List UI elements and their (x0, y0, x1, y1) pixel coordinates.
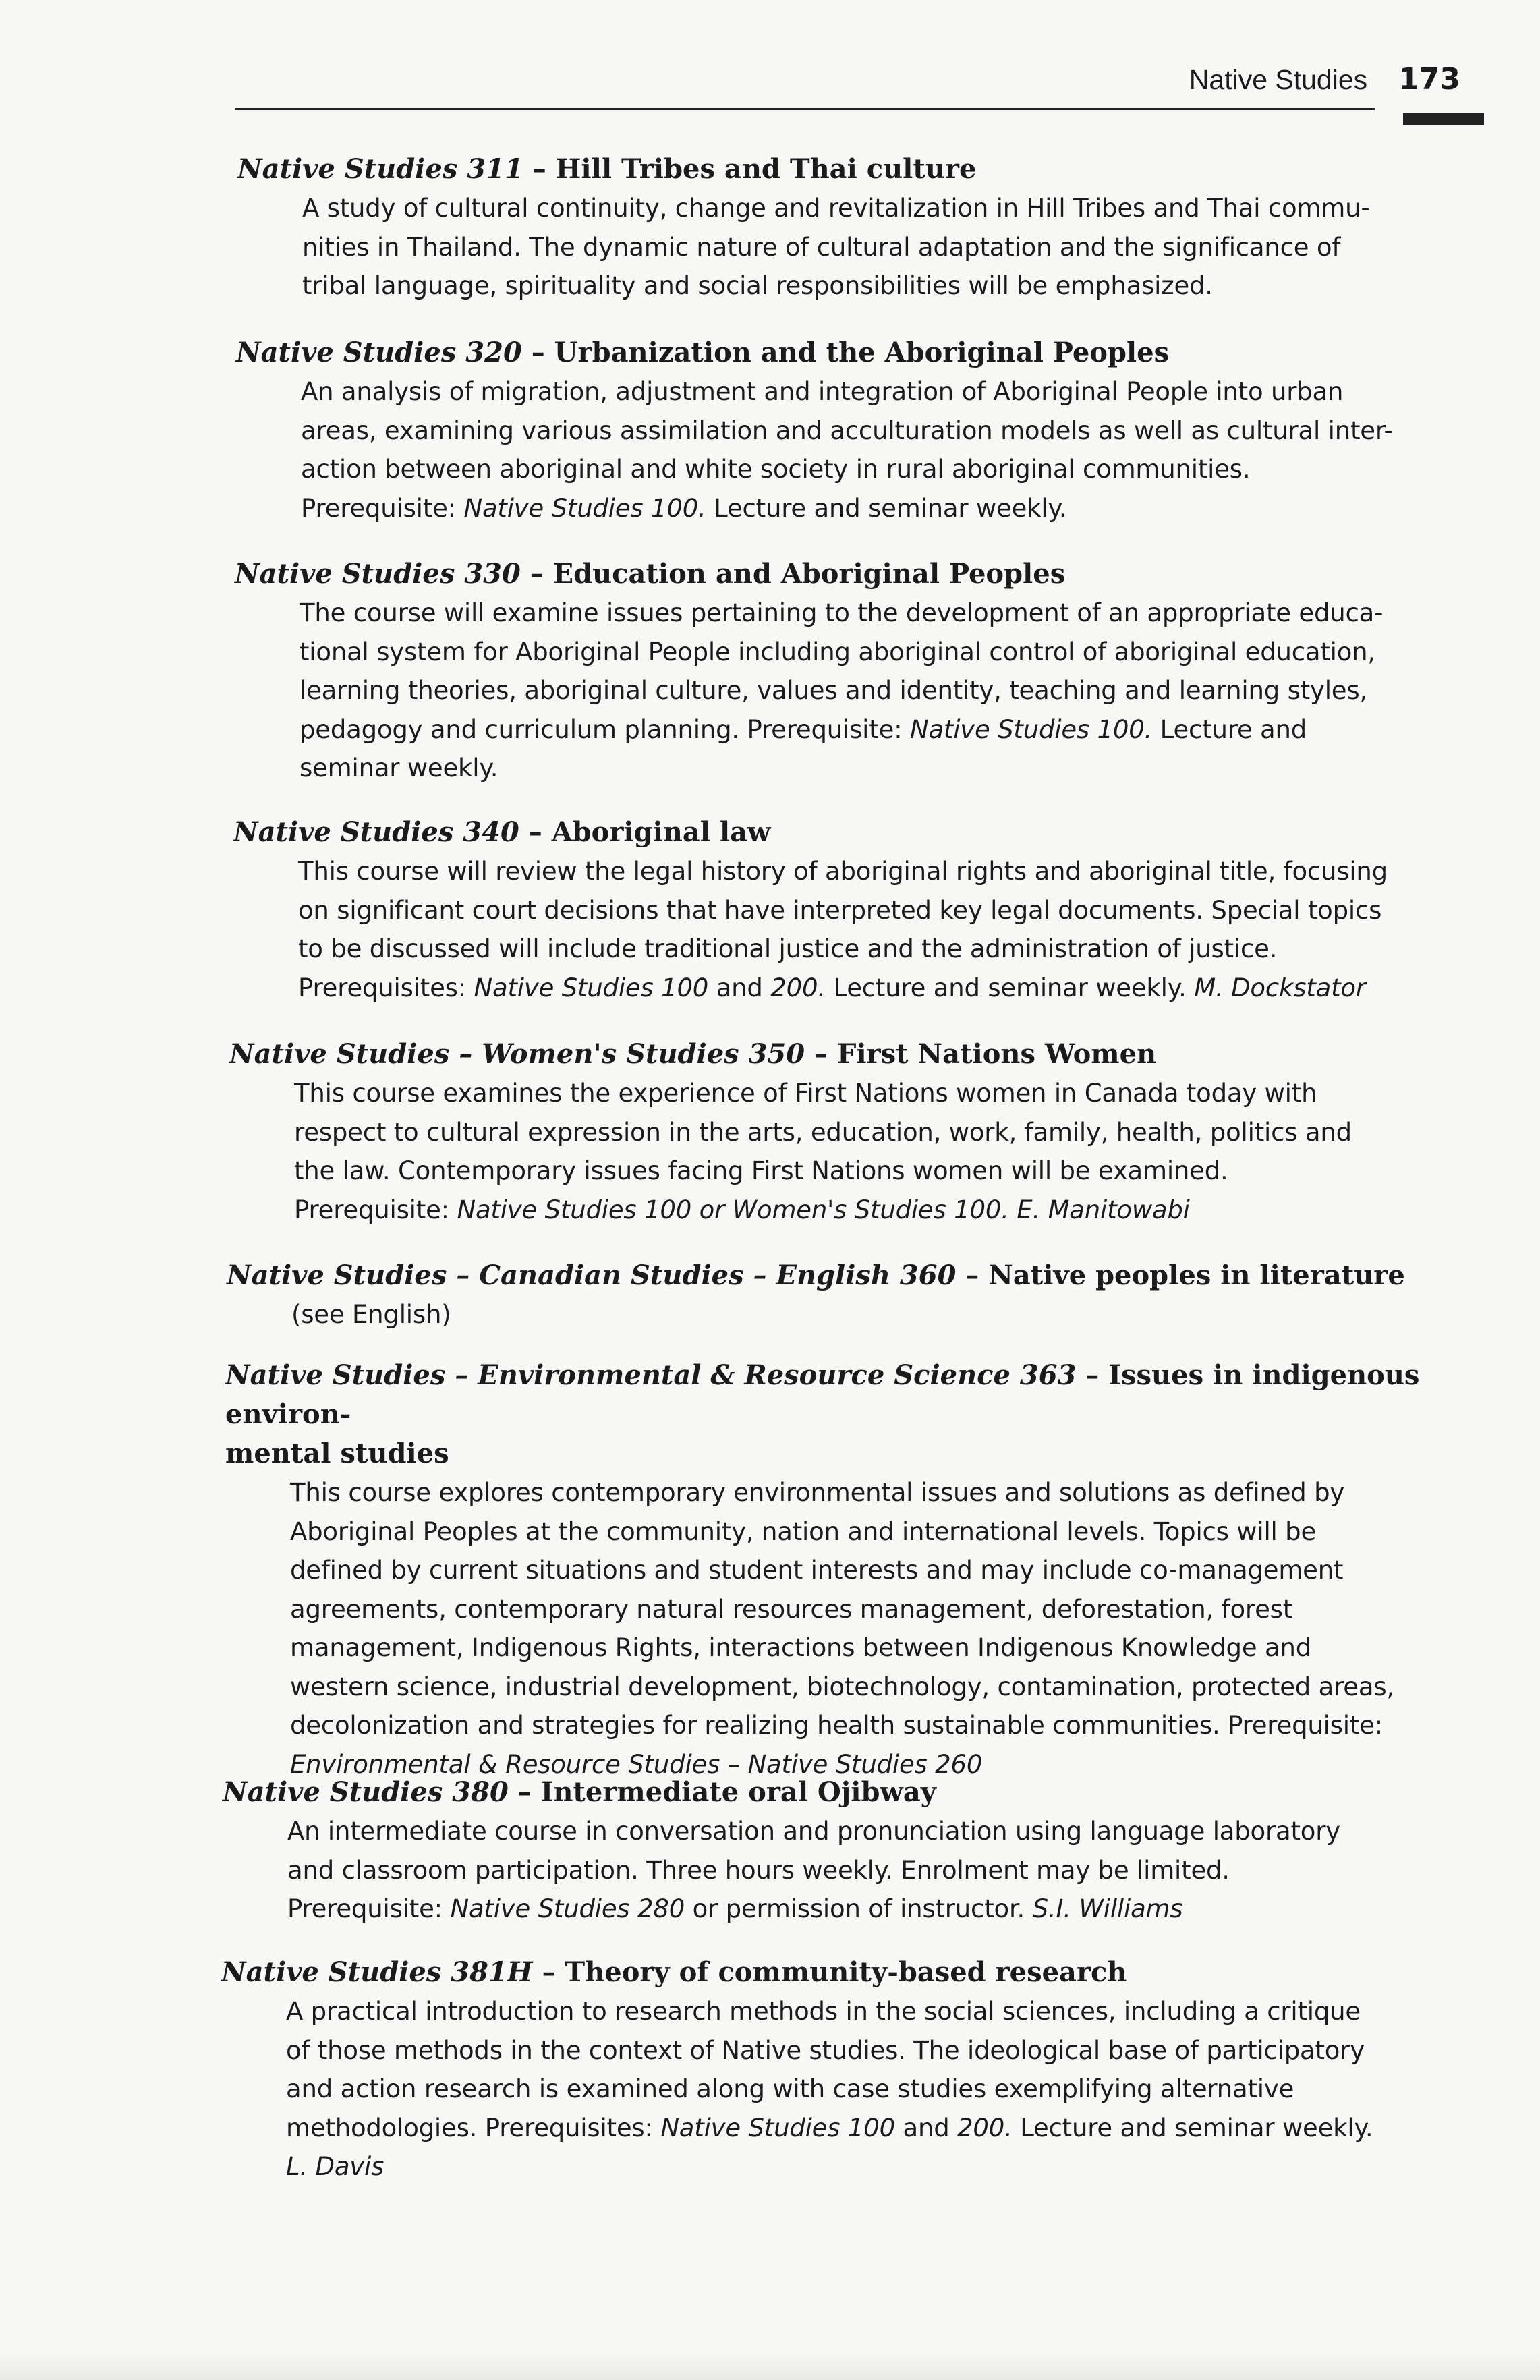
course-title (229, 1035, 1352, 1074)
course-description: An analysis of migration, adjustment and integration of Aboriginal People into urban areas, examining various assimilation and acculturation models as well as cultural inter- action between aboriginal and white society in rural aboriginal communities. Prerequisite: Native Studies 100. Lecture and seminar weekly. (301, 377, 1393, 523)
section-name: Native Studies (1189, 64, 1368, 95)
course-title (235, 555, 1383, 594)
course-entry (223, 1773, 1340, 1929)
course-description: The course will examine issues pertaining to the development of an appropriate educa- tional system for Aboriginal People including aboriginal control of aboriginal education, learning theories, aboriginal culture, values and identity, teaching and learning styles, pedagogy and curriculum planning. Prerequisite: Native Studies 100. Lecture and seminar weekly. (300, 598, 1384, 783)
course-title (221, 1953, 1373, 1992)
course-description: An intermediate course in conversation and pronunciation using language laboratory and classroom participation. Three hours weekly. Enrolment may be limited. Prerequisite: Native Studies 280 or permission of instructor. S.I. Williams (287, 1817, 1340, 1923)
course-entry (236, 333, 1393, 528)
instructor-name: L. Davis (286, 2152, 384, 2181)
course-code: Native Studies 320 (236, 337, 522, 368)
course-title (237, 150, 1370, 189)
course-description: A study of cultural continuity, change and revitalization in Hill Tribes and Thai commu- nities in Thailand. The dynamic nature of cultural adaptation and the significance of tribal language, spirituality and social responsibilities will be emphasized. (302, 194, 1370, 300)
course-entry (229, 1035, 1352, 1229)
course-description: A practical introduction to research methods in the social sciences, including a critique of those methods in the context of Native studies. The ideological base of participatory and action research is examined along with case studies exemplifying alternative methodologies. Prerequisites: Native Studies 100 and 200. Lecture and seminar weekly. L. Davis (286, 1992, 1373, 2186)
course-name: Issues in indigenous environ- (225, 1359, 1420, 1430)
page-edge-shadow (0, 2353, 1540, 2380)
course-entry (233, 813, 1388, 1007)
course-entry (237, 150, 1370, 306)
course-code: Native Studies – Women's Studies 350 (229, 1038, 805, 1070)
title-separator: – (521, 337, 554, 368)
course-description: This course will review the legal history of aboriginal rights and aboriginal title, focusing on significant court decisions that have interpreted key legal documents. Special topics to be discussed will include traditional justice and the administration of justice. Prerequisites: Native Studies 100 and 200. Lecture and seminar weekly. M. Dockstator (298, 857, 1388, 1002)
course-code: Native Studies – Environmental & Resource Science 363 (225, 1359, 1077, 1391)
course-code: Native Studies 311 (237, 153, 523, 185)
course-code: Native Studies 381H (221, 1956, 533, 1988)
course-name: Education and Aboriginal Peoples (552, 558, 1066, 590)
course-name: Hill Tribes and Thai culture (555, 153, 977, 185)
course-description: This course examines the experience of First Nations women in Canada today with respect to cultural expression in the arts, education, work, family, health, politics and the law. Contemporary issues facing First Nations women will be examined. Prerequisite: Native Studies 100 or Women's Studies 100. E. Manitowabi (294, 1079, 1352, 1224)
course-code: Native Studies 340 (233, 816, 519, 848)
course-title (227, 1256, 1405, 1295)
title-separator: – (519, 816, 552, 848)
course-entry (227, 1256, 1405, 1334)
course-name: Theory of community-based research (565, 1956, 1127, 1988)
title-separator: – (523, 153, 556, 185)
course-entry (221, 1953, 1373, 2186)
course-name: Native peoples in literature (988, 1259, 1405, 1291)
title-separator: – (805, 1038, 837, 1070)
page-number: 173 (1398, 62, 1460, 96)
running-header (1189, 62, 1460, 96)
course-code: Native Studies 380 (223, 1776, 509, 1808)
course-title (233, 813, 1388, 852)
course-title (223, 1773, 1340, 1812)
course-description: This course explores contemporary environmental issues and solutions as defined by Aboriginal Peoples at the community, nation and international levels. Topics will be defined by current situations and student interests and may include co-management agreements, contemporary natural resources management, deforestation, forest management, Indigenous Rights, interactions between Indigenous Knowledge and western science, industrial development, biotechnology, contamination, protected areas, decolonization and strategies for realizing health sustainable communities. Prerequisite: Environmental & Resource Studies – Native Studies 260 (290, 1478, 1394, 1779)
instructor-name: M. Dockstator (1194, 973, 1366, 1002)
course-title (225, 1356, 1540, 1473)
header-rule-tab (1403, 113, 1484, 125)
course-name: Aboriginal law (551, 816, 771, 848)
course-title (236, 333, 1393, 372)
course-code: Native Studies 330 (235, 558, 521, 590)
title-separator: – (956, 1259, 989, 1291)
course-name: First Nations Women (836, 1038, 1157, 1070)
course-code: Native Studies – Canadian Studies – English 360 (227, 1259, 957, 1291)
title-separator: – (1076, 1359, 1109, 1391)
instructor-name: S.I. Williams (1032, 1894, 1183, 1923)
course-name-continued: mental studies (225, 1438, 449, 1469)
course-description: (see English) (291, 1300, 451, 1329)
course-entry (225, 1356, 1540, 1784)
title-separator: – (532, 1956, 565, 1988)
course-name: Urbanization and the Aboriginal Peoples (554, 337, 1170, 368)
course-entry (235, 555, 1383, 788)
title-separator: – (508, 1776, 541, 1808)
header-rule (235, 108, 1375, 110)
course-name: Intermediate oral Ojibway (540, 1776, 937, 1808)
title-separator: – (520, 558, 553, 590)
